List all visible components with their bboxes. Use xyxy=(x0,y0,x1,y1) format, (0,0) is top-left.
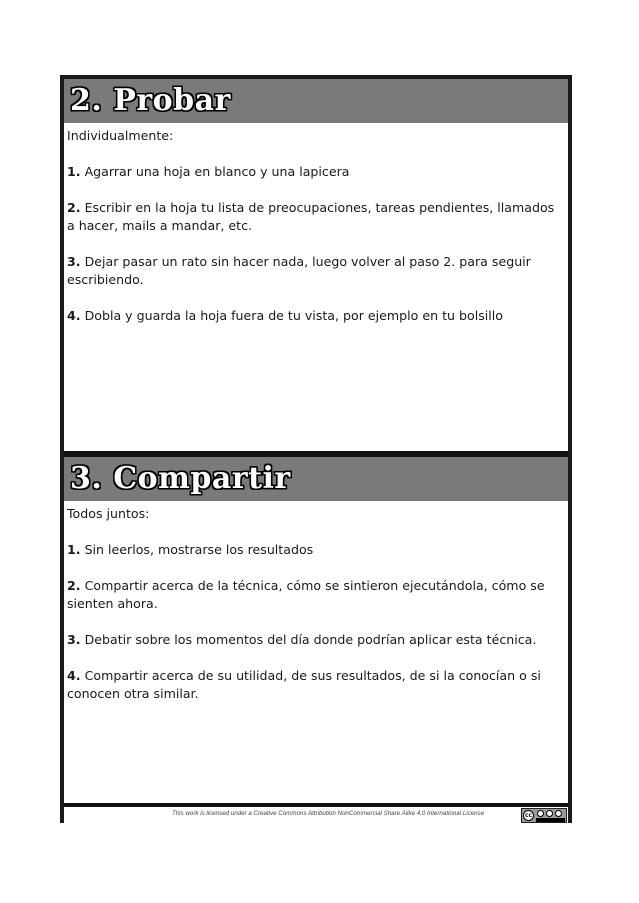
step-text: Escribir en la hoja tu lista de preocupaciones, tareas pendientes, llamados a hacer, mails a mandar, etc. xyxy=(67,200,555,233)
step-text: Compartir acerca de la técnica, cómo se sintieron ejecutándola, cómo se sienten ahora. xyxy=(67,578,545,611)
section-title: 2. Probar xyxy=(70,83,231,118)
step-number: 1. xyxy=(67,542,81,557)
step-text: Debatir sobre los momentos del día donde podrían aplicar esta técnica. xyxy=(80,632,537,647)
step-item xyxy=(67,631,560,649)
step-item xyxy=(67,199,560,235)
nc-icon xyxy=(546,810,553,817)
step-number: 4. xyxy=(67,668,81,683)
step-number: 4. xyxy=(67,308,81,323)
section-header xyxy=(64,457,568,501)
section-header xyxy=(64,79,568,123)
step-item xyxy=(67,541,560,559)
step-item xyxy=(67,667,560,703)
step-text: Compartir acerca de su utilidad, de sus resultados, de si la conocían o si conocen otra similar. xyxy=(67,668,541,701)
step-number: 2. xyxy=(67,578,81,593)
step-number: 3. xyxy=(67,254,81,269)
step-text: Dejar pasar un rato sin hacer nada, luego volver al paso 2. para seguir escribiendo. xyxy=(67,254,531,287)
activity-card xyxy=(60,75,572,823)
cc-by-nc-sa-icon[interactable] xyxy=(521,808,567,823)
section-intro: Individualmente: xyxy=(67,128,174,143)
step-number: 1. xyxy=(67,164,81,179)
cc-logo-icon: cc xyxy=(524,812,533,819)
badge-terms-bar xyxy=(536,818,565,822)
section-body xyxy=(64,501,568,703)
section-intro: Todos juntos: xyxy=(67,506,150,521)
step-text: Agarrar una hoja en blanco y una lapicera xyxy=(80,164,350,179)
card-inner xyxy=(64,79,568,819)
step-number: 3. xyxy=(67,632,81,647)
step-number: 2. xyxy=(67,200,81,215)
step-item xyxy=(67,577,560,613)
section-body xyxy=(64,123,568,325)
step-text: Dobla y guarda la hoja fuera de tu vista, por ejemplo en tu bolsillo xyxy=(80,308,503,323)
by-icon xyxy=(537,810,544,817)
section-probar xyxy=(64,79,568,451)
step-item xyxy=(67,307,560,325)
step-item xyxy=(67,163,560,181)
section-title: 3. Compartir xyxy=(70,461,291,496)
license-footer xyxy=(64,807,568,823)
section-compartir xyxy=(64,457,568,803)
license-text[interactable]: This work is licensed under a Creative Commons Attribution NonCommercial Share Alike 4.0 International License xyxy=(172,810,485,817)
step-text: Sin leerlos, mostrarse los resultados xyxy=(80,542,314,557)
step-item xyxy=(67,253,560,289)
license-terms-icons xyxy=(537,810,562,817)
sa-icon xyxy=(555,810,562,817)
